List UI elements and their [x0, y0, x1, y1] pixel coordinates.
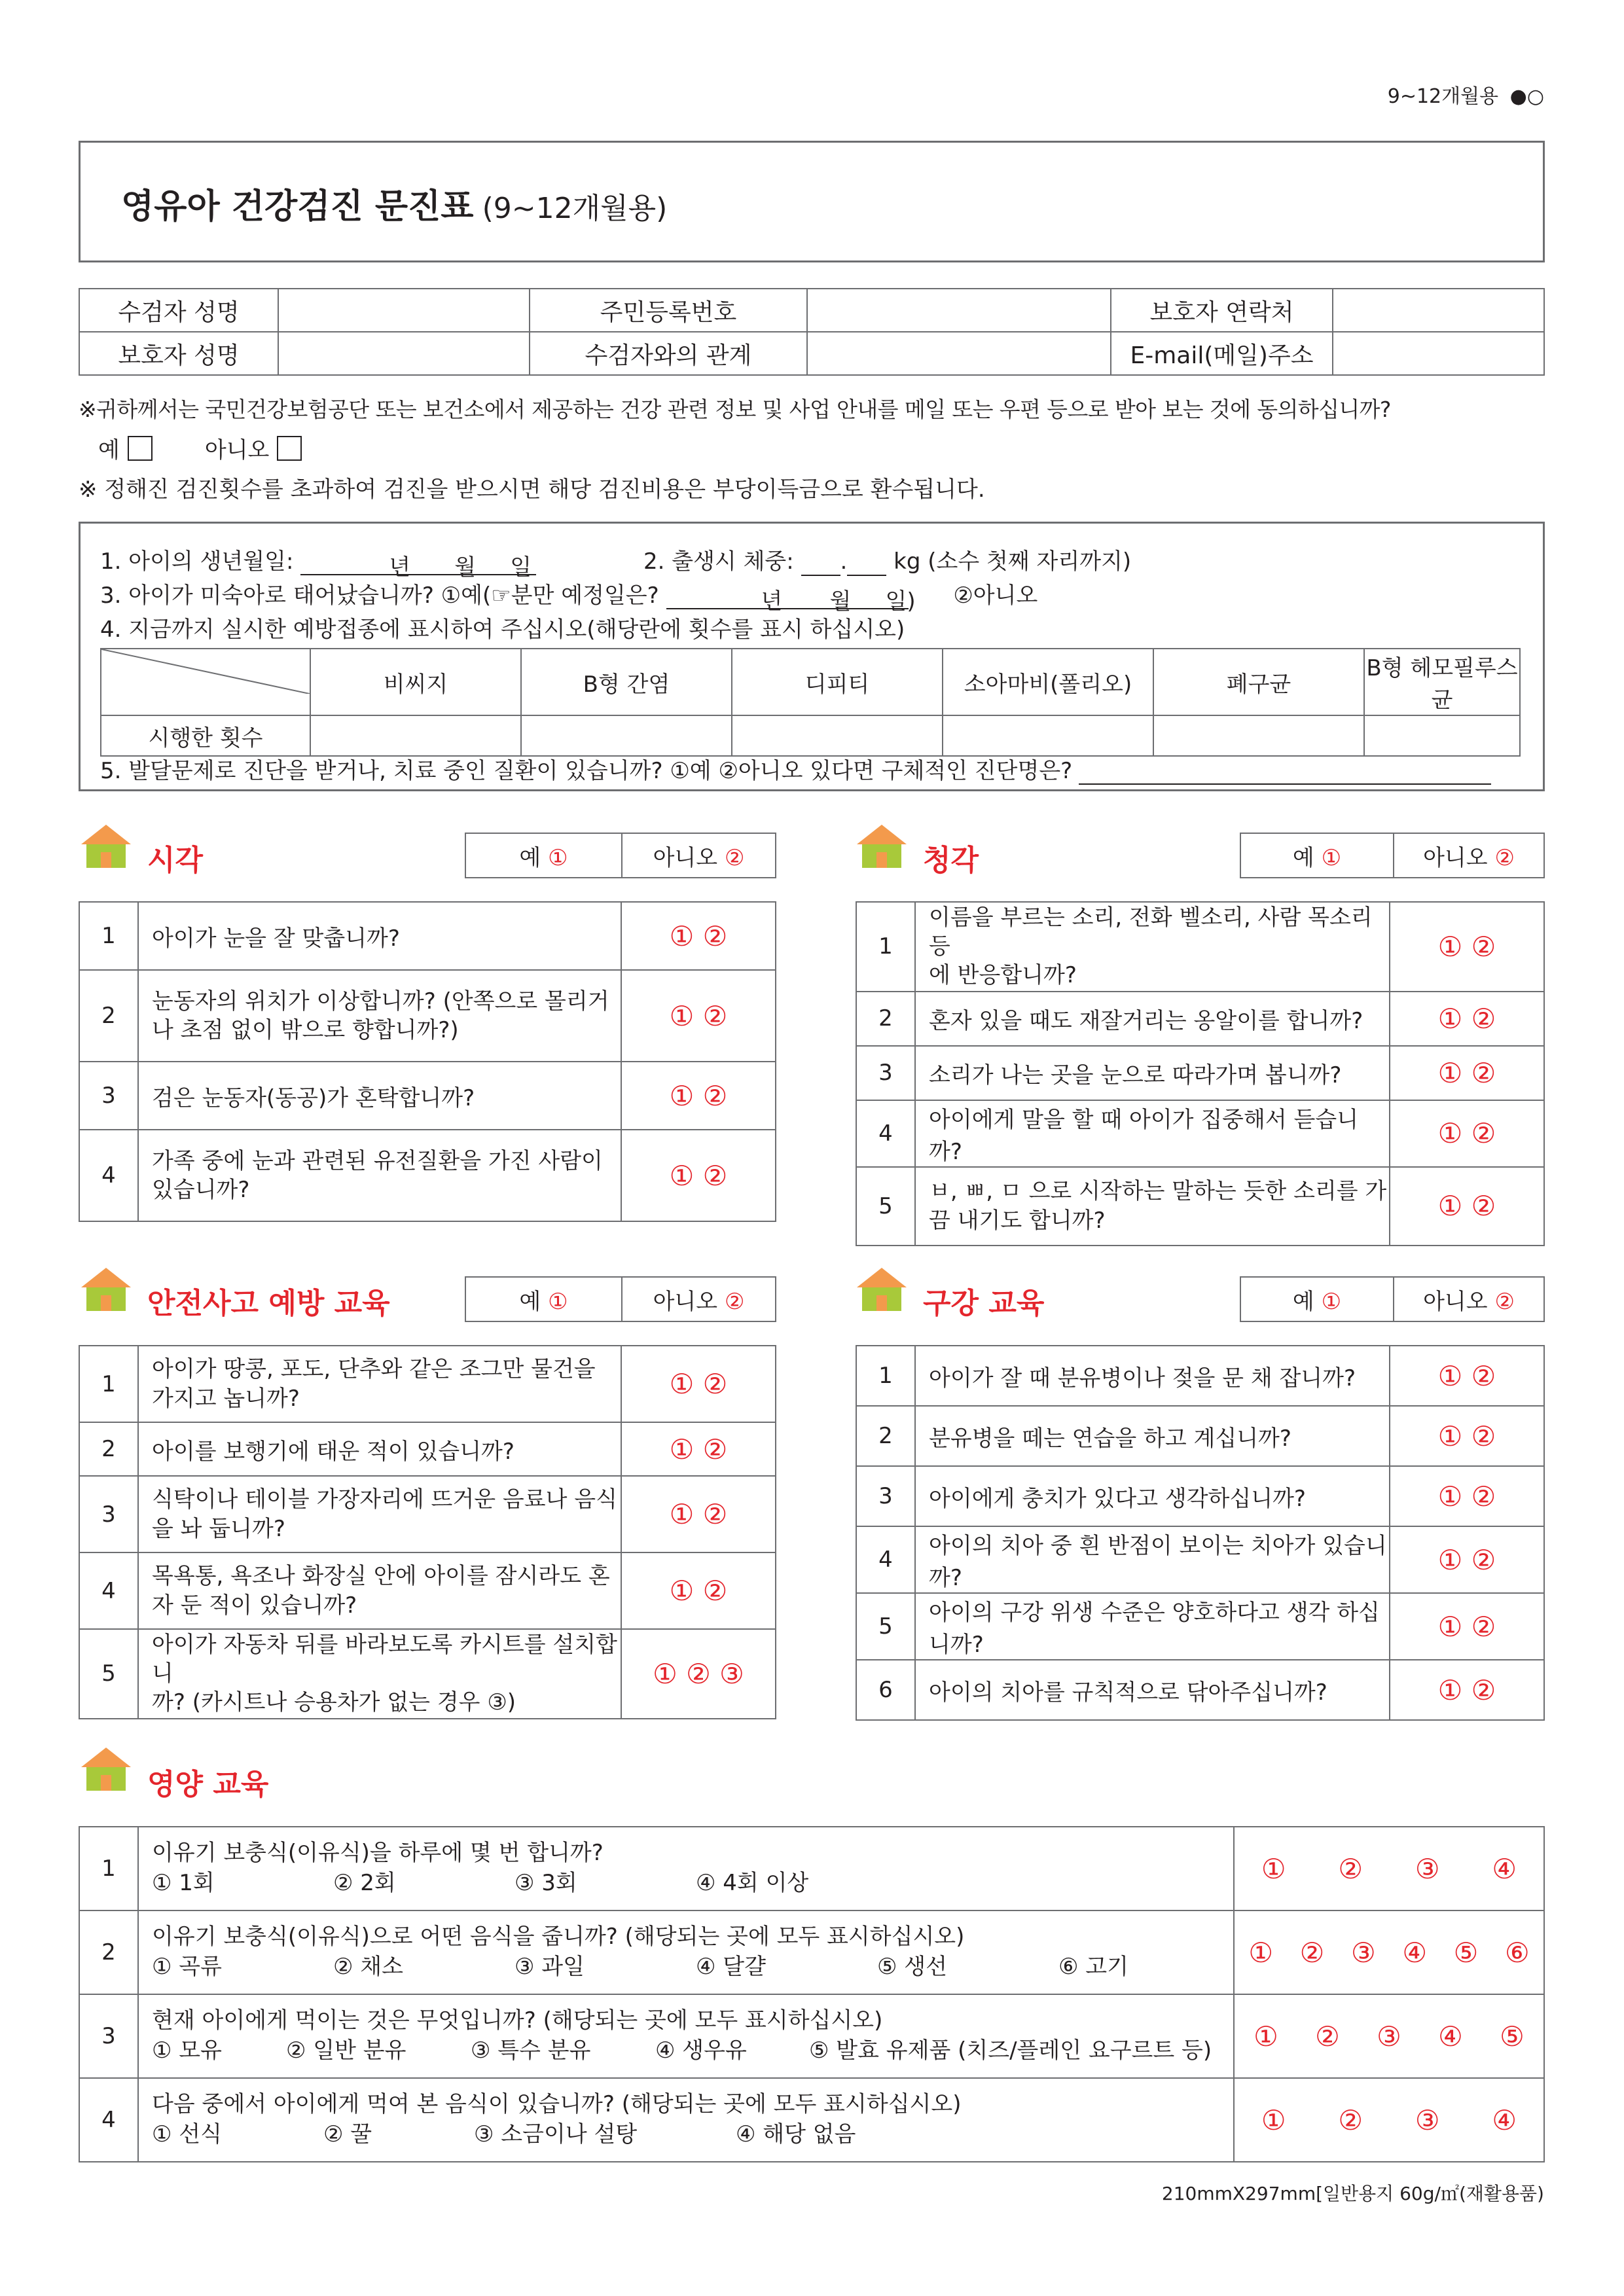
- answer-option[interactable]: ①: [1261, 2104, 1286, 2136]
- legend-yes-num: ①: [548, 844, 568, 871]
- legend-yes: [465, 833, 622, 878]
- legend-yes-text: 예: [519, 844, 541, 871]
- basic-info-box: [79, 522, 1545, 791]
- answer-option[interactable]: ①: [1254, 2020, 1278, 2053]
- q1-birthdate: [100, 543, 536, 581]
- legend-no-text: 아니오: [653, 844, 718, 871]
- house-icon: [80, 1266, 132, 1312]
- info-label: 수검자와의 관계: [530, 332, 807, 375]
- question-text: 이름을 부르는 소리, 전화 벨소리, 사람 목소리 등 에 반응합니까?: [915, 902, 1390, 992]
- legend-no-text: 아니오: [1423, 844, 1488, 871]
- question-text: 아이의 치아 중 흰 반점이 보이는 치아가 있습니까?: [915, 1526, 1390, 1593]
- answer-options[interactable]: [1234, 1994, 1544, 2078]
- vacc-count-field[interactable]: [732, 715, 943, 756]
- legend-yes: [1240, 1277, 1394, 1321]
- consent-yes-checkbox[interactable]: [128, 436, 153, 461]
- section-title-vision: 시각: [147, 844, 204, 877]
- legend-safety: [465, 1276, 776, 1322]
- option-text: ② 일반 분유: [286, 2037, 406, 2064]
- consent-no-label: 아니오: [204, 437, 270, 463]
- consent-options: [98, 432, 302, 464]
- option-text: ② 2회: [333, 1870, 396, 1896]
- refund-notice: ※ 정해진 검진횟수를 초과하여 검진을 받으시면 해당 검진비용은 부당이득금으로 환수됩니다.: [79, 476, 985, 503]
- title-sub: (9~12개월용): [482, 192, 668, 225]
- row-number: 1: [856, 1346, 915, 1406]
- vacc-header: B형 간염: [521, 649, 732, 715]
- info-label: E-mail(메일)주소: [1111, 332, 1333, 375]
- legend-no: [1394, 833, 1544, 878]
- row-number: 3: [79, 1476, 138, 1552]
- row-number: 2: [856, 992, 915, 1046]
- question-cell: [138, 1910, 1234, 1994]
- legend-hearing: [1240, 833, 1545, 878]
- legend-yes-text: 예: [519, 1288, 541, 1315]
- legend-yes-num: ①: [1321, 1288, 1342, 1315]
- answer-option[interactable]: ②: [1338, 2104, 1363, 2136]
- question-text: 검은 눈동자(동공)가 혼탁합니까?: [138, 1062, 621, 1130]
- row-number: 2: [79, 1910, 138, 1994]
- email-field[interactable]: [1333, 332, 1544, 375]
- answer-option[interactable]: ⑤: [1500, 2020, 1525, 2053]
- answer-option[interactable]: ③: [1415, 2104, 1440, 2136]
- option-text: ④ 생우유: [655, 2037, 747, 2064]
- answer-options[interactable]: [1234, 1827, 1544, 1910]
- legend-no-text: 아니오: [1423, 1288, 1488, 1315]
- answer-option[interactable]: ④: [1402, 1936, 1427, 1969]
- answer-options[interactable]: [1234, 2078, 1544, 2162]
- answer-option[interactable]: ②: [1299, 1936, 1325, 1969]
- answer-option[interactable]: ②: [1338, 1852, 1363, 1885]
- legend-yes-num: ①: [548, 1288, 568, 1315]
- year-unit: 년: [389, 554, 411, 581]
- vacc-row-label: 시행한 횟수: [101, 715, 310, 756]
- question-text: 아이에게 충치가 있다고 생각하십니까?: [915, 1466, 1390, 1526]
- row-number: 6: [856, 1660, 915, 1720]
- legend-oral: [1240, 1276, 1545, 1322]
- answer-option[interactable]: ③: [1415, 1852, 1440, 1885]
- legend-yes-num: ①: [1321, 844, 1342, 871]
- answer-option[interactable]: ①: [1261, 1852, 1286, 1885]
- legend-no-num: ②: [724, 844, 745, 871]
- oral-table: [856, 1345, 1545, 1721]
- house-icon: [856, 1266, 908, 1312]
- house-icon: [80, 1746, 132, 1792]
- row-number: 2: [856, 1406, 915, 1466]
- house-icon: [80, 823, 132, 869]
- row-number: 5: [856, 1167, 915, 1246]
- answer-options[interactable]: ① ②: [1390, 1593, 1544, 1660]
- row-number: 3: [856, 1466, 915, 1526]
- option-list: [152, 2036, 1233, 2066]
- consent-no-checkbox[interactable]: [277, 436, 302, 461]
- info-label: 보호자 연락처: [1111, 289, 1333, 332]
- q2-label: 2. 출생시 체중:: [643, 548, 794, 575]
- q5-label: 5. 발달문제로 진단을 받거나, 치료 중인 질환이 있습니까? ①예 ②아니오 있다면 구체적인 진단명은?: [100, 758, 1073, 784]
- section-title-hearing: 청각: [923, 844, 979, 877]
- answer-options[interactable]: ① ②: [621, 970, 776, 1062]
- answer-option[interactable]: ⑤: [1453, 1936, 1479, 1969]
- q3-no-option: ②아니오: [953, 583, 1038, 609]
- consent-question: ※귀하께서는 국민건강보험공단 또는 보건소에서 제공하는 건강 관련 정보 및 사업 안내를 메일 또는 우편 등으로 받아 보는 것에 동의하십니까?: [79, 397, 1391, 422]
- option-text: ① 선식: [152, 2121, 222, 2147]
- day-unit: 일): [885, 588, 916, 615]
- option-text: ③ 특수 분유: [471, 2037, 591, 2064]
- info-label: 주민등록번호: [530, 289, 807, 332]
- row-number: 2: [79, 970, 138, 1062]
- vacc-count-field[interactable]: [521, 715, 732, 756]
- vacc-count-field[interactable]: [1364, 715, 1520, 756]
- answer-option[interactable]: ③: [1350, 1936, 1376, 1969]
- option-list: [152, 2120, 1233, 2150]
- option-text: ② 꿀: [323, 2121, 372, 2147]
- option-text: ③ 3회: [514, 1870, 577, 1896]
- row-number: 3: [79, 1994, 138, 2078]
- legend-no: [622, 1277, 776, 1321]
- q5-diagnosis: [100, 753, 1491, 785]
- answer-options[interactable]: ① ②: [621, 1422, 776, 1476]
- legend-vision: [465, 833, 776, 878]
- name-field[interactable]: [278, 289, 530, 332]
- year-unit: 년: [761, 588, 783, 615]
- answer-options[interactable]: ① ②: [1390, 1526, 1544, 1593]
- question-cell: [138, 1994, 1234, 2078]
- row-number: 1: [79, 1827, 138, 1910]
- vacc-count-field[interactable]: [1153, 715, 1364, 756]
- vacc-header: B형 헤모필루스균: [1364, 649, 1520, 715]
- vacc-header: 디피티: [732, 649, 943, 715]
- q3-premature: [100, 577, 1038, 615]
- question-text: 아이에게 말을 할 때 아이가 집중해서 듣습니까?: [915, 1100, 1390, 1167]
- legend-yes: [465, 1277, 622, 1321]
- info-label: 수검자 성명: [79, 289, 278, 332]
- option-text: ① 곡류: [152, 1954, 222, 1980]
- page-title: [121, 179, 667, 228]
- row-number: 2: [79, 1422, 138, 1476]
- option-text: ④ 4회 이상: [696, 1870, 809, 1896]
- question-text: 가족 중에 눈과 관련된 유전질환을 가진 사람이 있습니까?: [138, 1130, 621, 1221]
- question-text: 아이의 치아를 규칙적으로 닦아주십니까?: [915, 1660, 1390, 1720]
- answer-options[interactable]: ① ②: [621, 1346, 776, 1422]
- guardian-phone-field[interactable]: [1333, 289, 1544, 332]
- answer-options[interactable]: ① ②: [621, 902, 776, 970]
- section-title-safety: 안전사고 예방 교육: [147, 1287, 390, 1320]
- vaccination-table: [100, 648, 1521, 757]
- answer-option[interactable]: ⑥: [1504, 1936, 1530, 1969]
- question-text: 식탁이나 테이블 가장자리에 뜨거운 음료나 음식 을 놔 둡니까?: [138, 1476, 621, 1552]
- title-box: [79, 141, 1545, 262]
- guardian-name-field[interactable]: [278, 332, 530, 375]
- age-label-text: 9~12개월용: [1387, 85, 1499, 108]
- weight-int-field[interactable]: [801, 548, 840, 576]
- vacc-header: 소아마비(폴리오): [943, 649, 1153, 715]
- vacc-count-field[interactable]: [310, 715, 521, 756]
- question-text: 분유병을 떼는 연습을 하고 계십니까?: [915, 1406, 1390, 1466]
- day-unit: 일: [510, 554, 532, 581]
- answer-options[interactable]: ① ②: [621, 1062, 776, 1130]
- answer-options[interactable]: ① ②: [621, 1552, 776, 1629]
- vacc-count-field[interactable]: [943, 715, 1153, 756]
- age-marks: ●○: [1509, 85, 1544, 108]
- info-table: [79, 288, 1545, 376]
- option-text: ⑥ 고기: [1058, 1954, 1128, 1980]
- answer-options[interactable]: ① ②: [621, 1476, 776, 1552]
- answer-options[interactable]: ① ②: [1390, 1046, 1544, 1100]
- legend-yes: [1240, 833, 1394, 878]
- legend-yes-text: 예: [1292, 844, 1314, 871]
- answer-option[interactable]: ①: [1248, 1936, 1273, 1969]
- row-number: 4: [79, 1130, 138, 1221]
- answer-options[interactable]: ① ②: [1390, 1346, 1544, 1406]
- answer-options[interactable]: ① ②: [1390, 1406, 1544, 1466]
- question-text: 아이가 땅콩, 포도, 단추와 같은 조그만 물건을 가지고 놉니까?: [138, 1346, 621, 1422]
- option-text: ② 채소: [333, 1954, 403, 1980]
- row-number: 4: [79, 1552, 138, 1629]
- q1-label: 1. 아이의 생년월일:: [100, 548, 294, 575]
- vision-table: [79, 901, 776, 1222]
- diagonal-cell: [101, 649, 310, 715]
- answer-options[interactable]: ① ②: [1390, 1660, 1544, 1720]
- answer-options[interactable]: ① ② ③: [621, 1629, 776, 1719]
- question-text: 현재 아이에게 먹이는 것은 무엇입니까? (해당되는 곳에 모두 표시하십시오): [152, 2007, 883, 2034]
- question-text: 다음 중에서 아이에게 먹여 본 음식이 있습니까? (해당되는 곳에 모두 표시하십시오): [152, 2091, 962, 2118]
- legend-no: [1394, 1277, 1544, 1321]
- legend-no: [622, 833, 776, 878]
- option-text: ④ 해당 없음: [736, 2121, 856, 2147]
- row-number: 3: [856, 1046, 915, 1100]
- answer-options[interactable]: [1234, 1910, 1544, 1994]
- house-icon: [856, 823, 908, 869]
- question-text: 눈동자의 위치가 이상합니까? (안쪽으로 몰리거 나 초점 없이 밖으로 향합니까?): [138, 970, 621, 1062]
- hearing-table: [856, 901, 1545, 1246]
- question-text: 이유기 보충식(이유식)을 하루에 몇 번 합니까?: [152, 1840, 604, 1867]
- answer-option[interactable]: ②: [1315, 2020, 1340, 2053]
- question-text: 아이가 자동차 뒤를 바라보도록 카시트를 설치합니 까? (카시트나 승용차가 없는 경우 ③): [138, 1629, 621, 1719]
- answer-options[interactable]: ① ②: [1390, 992, 1544, 1046]
- question-text: 목욕통, 욕조나 화장실 안에 아이를 잠시라도 혼 자 둔 적이 있습니까?: [138, 1552, 621, 1629]
- option-text: ④ 달걀: [696, 1954, 766, 1980]
- vacc-header: 비씨지: [310, 649, 521, 715]
- answer-options[interactable]: ① ②: [1390, 1100, 1544, 1167]
- q2-unit: kg (소수 첫째 자리까지): [893, 548, 1132, 575]
- diagonal-line: [101, 649, 310, 694]
- info-label: 보호자 성명: [79, 332, 278, 375]
- age-label: [1388, 80, 1544, 109]
- relation-field[interactable]: [807, 332, 1111, 375]
- row-number: 5: [79, 1629, 138, 1719]
- section-title-nutrition: 영양 교육: [147, 1768, 269, 1801]
- option-text: ① 1회: [152, 1870, 215, 1896]
- legend-no-num: ②: [724, 1288, 745, 1315]
- answer-option[interactable]: ④: [1438, 2020, 1463, 2053]
- consent-yes-label: 예: [98, 437, 120, 463]
- question-cell: [138, 1827, 1234, 1910]
- paper-spec-footer: 210mmX297mm[일반용지 60g/㎡(재활용품): [1161, 2183, 1544, 2204]
- row-number: 4: [79, 2078, 138, 2162]
- month-unit: 월: [454, 554, 477, 581]
- title-main: 영유아 건강검진 문진표: [121, 187, 474, 226]
- answer-options[interactable]: ① ②: [1390, 1167, 1544, 1246]
- question-cell: [138, 2078, 1234, 2162]
- option-text: ① 모유: [152, 2037, 222, 2064]
- vacc-header: 폐구균: [1153, 649, 1364, 715]
- row-number: 3: [79, 1062, 138, 1130]
- question-text: 소리가 나는 곳을 눈으로 따라가며 봅니까?: [915, 1046, 1390, 1100]
- answer-options[interactable]: ① ②: [621, 1130, 776, 1221]
- option-text: ⑤ 생선: [877, 1954, 947, 1980]
- rrn-field[interactable]: [807, 289, 1111, 332]
- question-text: 아이가 눈을 잘 맞춥니까?: [138, 902, 621, 970]
- option-text: ⑤ 발효 유제품 (치즈/플레인 요구르트 등): [809, 2037, 1212, 2064]
- question-text: ㅂ, ㅃ, ㅁ 으로 시작하는 말하는 듯한 소리를 가 끔 내기도 합니까?: [915, 1167, 1390, 1246]
- legend-yes-text: 예: [1292, 1288, 1314, 1315]
- row-number: 4: [856, 1100, 915, 1167]
- month-unit: 월: [829, 588, 852, 615]
- nutrition-table: [79, 1826, 1545, 2162]
- question-text: 아이의 구강 위생 수준은 양호하다고 생각 하십니까?: [915, 1593, 1390, 1660]
- question-text: 이유기 보충식(이유식)으로 어떤 음식을 줍니까? (해당되는 곳에 모두 표시하십시오): [152, 1924, 965, 1950]
- safety-table: [79, 1345, 776, 1719]
- option-text: ③ 과일: [514, 1954, 585, 1980]
- answer-option[interactable]: ④: [1492, 1852, 1517, 1885]
- legend-no-num: ②: [1494, 844, 1515, 871]
- answer-options[interactable]: ① ②: [1390, 902, 1544, 992]
- row-number: 4: [856, 1526, 915, 1593]
- question-text: 아이가 잘 때 분유병이나 젖을 문 채 잡니까?: [915, 1346, 1390, 1406]
- option-list: [152, 1952, 1233, 1982]
- option-text: ③ 소금이나 설탕: [474, 2121, 638, 2147]
- weight-dec-field[interactable]: [847, 548, 886, 576]
- answer-option[interactable]: ③: [1377, 2020, 1401, 2053]
- row-number: 1: [79, 1346, 138, 1422]
- row-number: 1: [79, 902, 138, 970]
- q3-label: 3. 아이가 미숙아로 태어났습니까? ①예(☞분만 예정일은?: [100, 583, 659, 609]
- due-date-field[interactable]: [666, 586, 916, 615]
- question-text: 혼자 있을 때도 재잘거리는 옹알이를 합니까?: [915, 992, 1390, 1046]
- legend-no-num: ②: [1494, 1288, 1515, 1315]
- section-title-oral: 구강 교육: [923, 1287, 1045, 1320]
- q4-label: 4. 지금까지 실시한 예방접종에 표시하여 주십시오(해당란에 횟수를 표시 하십시오): [100, 617, 905, 643]
- row-number: 5: [856, 1593, 915, 1660]
- q2-birthweight: 2. 출생시 체중: . kg (소수 첫째 자리까지): [643, 548, 1132, 575]
- option-list: [152, 1869, 1233, 1899]
- birthdate-field[interactable]: [300, 552, 536, 581]
- question-text: 아이를 보행기에 태운 적이 있습니까?: [138, 1422, 621, 1476]
- legend-no-text: 아니오: [653, 1288, 718, 1315]
- row-number: 1: [856, 902, 915, 992]
- answer-option[interactable]: ④: [1492, 2104, 1517, 2136]
- diagnosis-field[interactable]: [1079, 753, 1491, 785]
- answer-options[interactable]: ① ②: [1390, 1466, 1544, 1526]
